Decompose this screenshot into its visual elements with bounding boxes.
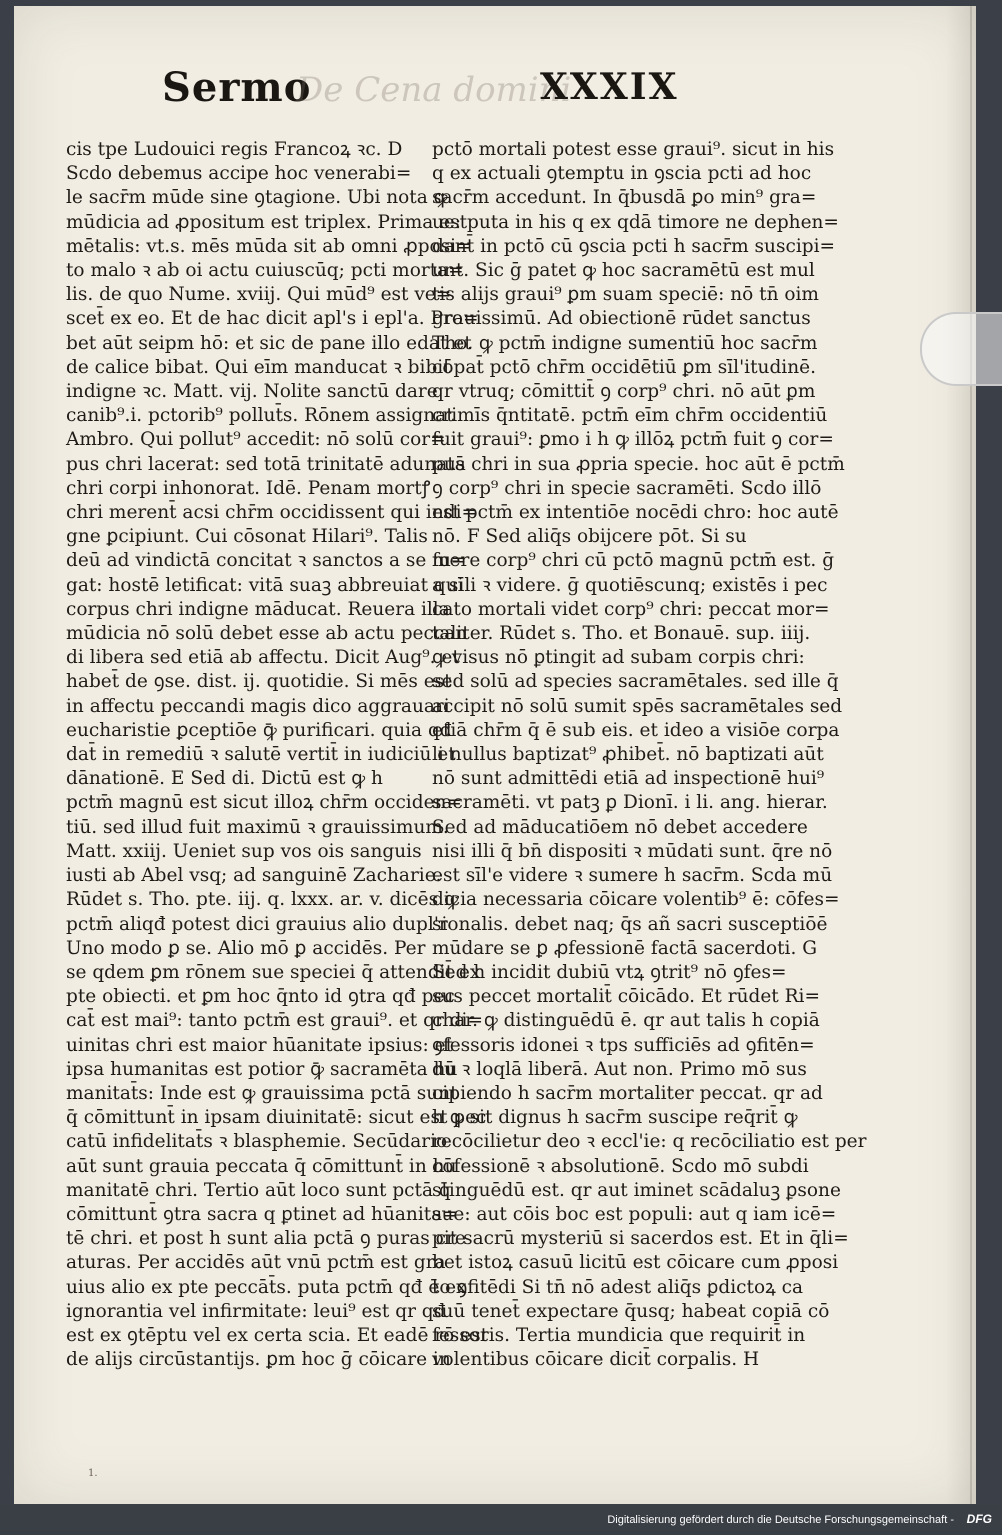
text-line: deū ad vindictā concitat ꝛ sanctos a se fu= [66,550,467,572]
text-line: le sacr̄m mūde sine ꝯtagione. Ubi nota ꝙ [66,187,448,209]
text-line: bet aūt seipm hō: et sic de pane illo edat et [66,332,472,354]
text-line: pit sacrū mysteriū si sacerdos est. Et in q̄li= [432,1228,849,1250]
text-line: uius alio ex pte peccāt̄s. puta pctm̄ qđ ē ex [66,1276,467,1298]
text-line: Scdo debemus accipe hoc venerabi= [66,163,412,185]
text-line: Sed h incidit dubiū vtꝝ ꝯtrit⁹ nō ꝯfes= [432,961,787,983]
text-line: accipit nō solū sumit spēs sacramētales sed [432,695,843,717]
text-line: se qdem ꝑm rōnem sue speciei q̄ attendit̄ ex [66,961,481,983]
text-line: h ꝙ sit dignus h sacr̄m suscipe req̄rit̄ ꝙ [432,1107,798,1129]
text-line: nisi illi q̄ bn̄ dispositi ꝛ mūdati sunt. q̄re nō [432,840,833,862]
text-line: nō sunt admittēdi etiā ad inspectionē hui⁹ [432,768,825,790]
text-line: to ꝯfitēdi Si tn̄ nō adest aliq̄s ꝑdictoꝝ ca [432,1276,804,1298]
text-line: q̄ cōmittunt̄ in ipsam diuinitatē: sicut est pec [66,1107,487,1129]
text-line: Ambro. Qui pollut⁹ accedit: nō solū cor= [66,429,446,451]
text-line: Tho. ꝙ pctm̄ indigne sumentiū hoc sacr̄m [432,332,818,354]
text-line: fessoris. Tertia mundicia que requirit̄ in [432,1324,806,1346]
text-line: cōpat̄ pctō chr̄m occidētiū ꝑm sīl'itudinē. [432,356,816,378]
text-line: corpus chri indigne māducat. Reuera illa [66,598,450,620]
text-line: dant̄ in pctō cū ꝯscia pcti h sacr̄m suscipi= [432,235,835,257]
text-line: nō. F Sed aliq̄s obijcere pōt. Si su [432,526,747,548]
text-line: gne ꝑcipiunt. Cui cōsonat Hilari⁹. Talis [66,526,428,548]
text-line: recōcilietur deo ꝛ eccl'ie: q recōciliatio est per [432,1131,867,1153]
folio-number: XXXIX [540,66,679,108]
text-line: li nullus baptizat⁹ ꝓhibet̄. nō baptizati aūt [432,744,824,766]
text-line: sus peccet mortalit̄ cōicādo. Et rūdet Ri= [432,986,820,1008]
text-line: tis alijs graui⁹ ꝑm suam speciē: nō tn̄ oim [432,284,819,306]
text-line: pus chri in sua ꝓpria specie. hoc aūt ē pctm̄ [432,453,845,475]
text-line: canib⁹.i. pctorib⁹ pollut̄s. Rōnem assignat [66,405,454,427]
text-line: fuit graui⁹: ꝑmo i h ꝙ illōꝝ pctm̄ fuit ꝯ cor= [432,429,834,451]
right-text-column [432,138,867,1372]
text-line: suū tenet̄ expectare q̄usq; habeat copiā cō [432,1300,830,1322]
text-line: cis tpe Ludouici regis Francoꝝ ꝛc. D [66,139,403,160]
text-line: crimīs q̄ntitatē. pctm̄ eīm chr̄m occidentiū [432,405,828,427]
text-line: q ex actuali ꝯtemptu in ꝯscia pcti ad hoc [432,163,812,185]
text-line: Uno modo ꝑ se. Alio mō ꝑ accidēs. Per [66,937,426,959]
text-line: ue: puta in his q ex qdā timore ne dephen= [432,211,839,233]
text-line: Rūdet s. Tho. pte. iij. q. lxxx. ar. v. dicēs ꝙ [66,889,458,911]
text-line: lis. de quo Nume. xviij. Qui mūd⁹ est ve= [66,284,452,306]
text-line: sionalis. debet naq; q̄s añ sacri susceptiōē [432,913,828,935]
text-line: stinguēdū est. qr aut iminet scādaluꝫ ꝑsone [432,1179,841,1201]
text-line: cato mortali videt corp⁹ chri: peccat mor= [432,598,830,620]
page-edge-line [970,6,972,1504]
text-line: pte obiecti. et ꝑm hoc q̄nto id ꝯtra qđ pec [66,986,455,1008]
text-line: aturas. Per accidēs aūt vnū pctm̄ est gra [66,1252,446,1274]
text-line: taliter. Rūdet s. Tho. et Bonauē. sup. iiij. [432,623,811,645]
text-line: Matt. xxiij. Ueniet sup vos ois sanguis [66,840,422,862]
text-line: catū infidelitat̄s ꝛ blasphemie. Secūdario [66,1131,448,1153]
text-line: est ex ꝯtēptu vel ex certa scia. Et eadē rō est [66,1324,489,1346]
text-line: ꝯ corp⁹ chri in specie sacramēti. Scdo illō [432,477,822,499]
text-line: ꝯfessoris idonei ꝛ tps sufficiēs ad ꝯfitēn= [432,1034,815,1056]
running-title: Sermo [162,64,312,111]
text-line: manitat̄s: Inde est ꝙ grauissima pctā sunt [66,1082,458,1104]
text-line: est pctm̄ ex intentiōe nocēdi chro: hoc autē [432,502,839,524]
text-line: pctō mortali potest esse graui⁹. sicut in his [432,139,835,160]
text-line: dicia necessaria cōicare volentib⁹ ē: cōfes= [432,889,840,911]
text-line: sue: aut cōis boc est populi: aut q iam icē= [432,1203,837,1225]
text-line: sacramēti. vt patꝫ ꝑ Dionī. i li. ang. hierar. [432,792,828,814]
text-line: pctm̄ aliqđ potest dici grauius alio dupl'r [66,913,448,935]
text-line: di libera sed etiā ab affectu. Dicit Aug⁹. et [66,647,460,669]
text-line: mūdicia nō solū debet esse ab actu peccan [66,623,468,645]
text-line: dānationē. E Sed di. Dictū est ꝙ h [66,768,383,790]
text-line: mētalis: vt.s. mēs mūda sit ab omni ꝓposi= [66,235,472,257]
text-line: sed solū ad species sacramētales. sed ille q̄ [432,671,839,693]
text-line: dat̄ in remediū ꝛ salutē vertit̄ in iudiciū et [66,744,456,766]
text-line: a sīli ꝛ videre. ḡ quotiēscunq; existēs i pec [432,574,828,596]
text-line: ipsa humanitas est potior ꝙ̄ sacramēta hu [66,1058,458,1080]
text-line: volentibus cōicare dicit̄ corpalis. H [432,1349,760,1371]
text-line: Sed ad māducatiōem nō debet accedere [432,816,808,838]
text-line: habet̄ de ꝯse. dist. ij. quotidie. Si mēs est [66,671,452,693]
text-line: scet̄ ex eo. Et de hac dicit apl's i epl'a. Pro= [66,308,479,330]
footer-credit: Digitalisierung gefördert durch die Deutsche Forschungsgemeinschaft - [607,1514,954,1526]
text-line: bet istoꝝ casuū licitū est cōicare cum ꝓposi [432,1252,839,1274]
text-line: chri merent̄ acsi chr̄m occidissent qui indi= [66,502,478,524]
text-line: to malo ꝛ ab oi actu cuiuscūq; pcti morta= [66,260,464,282]
text-line: aūt sunt grauia peccata q̄ cōmittunt̄ in hu [66,1155,457,1177]
text-line: unt. Sic ḡ patet ꝙ hoc sacramētū est mul [432,260,815,282]
text-line: dū ꝛ loqlā liberā. Aut non. Primo mō sus [432,1058,807,1080]
text-line: char. ꝙ distinguēdū ē. qr aut talis h copiā [432,1010,820,1032]
text-line: tē chri. et post h sunt alia pctā ꝯ puras cre [66,1228,466,1250]
text-line: eucharistie ꝑceptiōe ꝙ̄ purificari. quia qđ [66,719,452,741]
text-line: grauissimū. Ad obiectionē rūdet sanctus [432,308,811,330]
text-line: indigne ꝛc. Matt. vij. Nolite sanctū dare [66,381,438,403]
text-line: de calice bibat. Qui eīm manducat ꝛ bibit [66,356,451,378]
text-line: mere corp⁹ chri cū pctō magnū pctm̄ est. ḡ [432,550,835,572]
text-line: tiū. sed illud fuit maximū ꝛ grauissimum. [66,816,449,838]
text-line: qr vtruq; cōmittit̄ ꝯ corp⁹ chri. nō aūt ꝑm [432,381,816,403]
text-line: pctm̄ magnū est sicut illoꝝ chr̄m occiden= [66,792,462,814]
text-line: de alijs circūstantijs. ꝑm hoc ḡ cōicare in [66,1349,451,1371]
dfg-logo: DFG [966,1512,992,1526]
text-line: sacr̄m accedunt. In q̄busdā ꝑo min⁹ gra= [432,187,817,209]
bottom-mark: 1. [88,1468,98,1479]
text-line: cōfessionē ꝛ absolutionē. Scdo mō subdi [432,1155,809,1177]
left-text-column [66,138,489,1372]
text-line: ignorantia vel infirmitate: leui⁹ est qr qđ [66,1300,446,1322]
paper-clip-shadow [920,312,1002,386]
text-line: ꝙ visus nō ꝑtingit ad subam corpis chri: [432,647,805,669]
text-line: pus chri lacerat: sed totā trinitatē adunatā [66,453,466,475]
text-line: gat: hostē letificat: vitā suaꝫ abbreuiat qui [66,574,464,596]
text-line: uinitas chri est maior hūanitate ipsius: et [66,1034,454,1056]
text-line: in affectu peccandi magis dico aggrauari [66,695,450,717]
text-line: chri corpi inhonorat. Idē. Penam mortꝭ [66,477,431,499]
text-line: cipiendo h sacr̄m mortaliter peccat. qr ad [432,1082,823,1104]
text-line: cōmittunt̄ ꝯtra sacra q ꝑtinet ad hūanita= [66,1203,458,1225]
text-line: iusti ab Abel vsq; ad sanguinē Zacharie. [66,865,442,887]
text-line: est sīl'e videre ꝛ sumere h sacr̄m. Scda mū [432,865,833,887]
bleed-through-title: De Cena domini [296,70,572,110]
text-line: etiā chr̄m q̄ ē sub eis. et ideo a visiōe corpa [432,719,840,741]
text-line: mūdare se ꝑ ꝓfessionē factā sacerdoti. G [432,937,817,959]
text-line: cat̄ est mai⁹: tanto pctm̄ est graui⁹. et qr di= [66,1010,483,1032]
text-line: manitatē chri. Tertio aūt loco sunt pctā q̄ [66,1179,451,1201]
text-line: mūdicia ad ꝓpositum est triplex. Prima est [66,211,468,233]
